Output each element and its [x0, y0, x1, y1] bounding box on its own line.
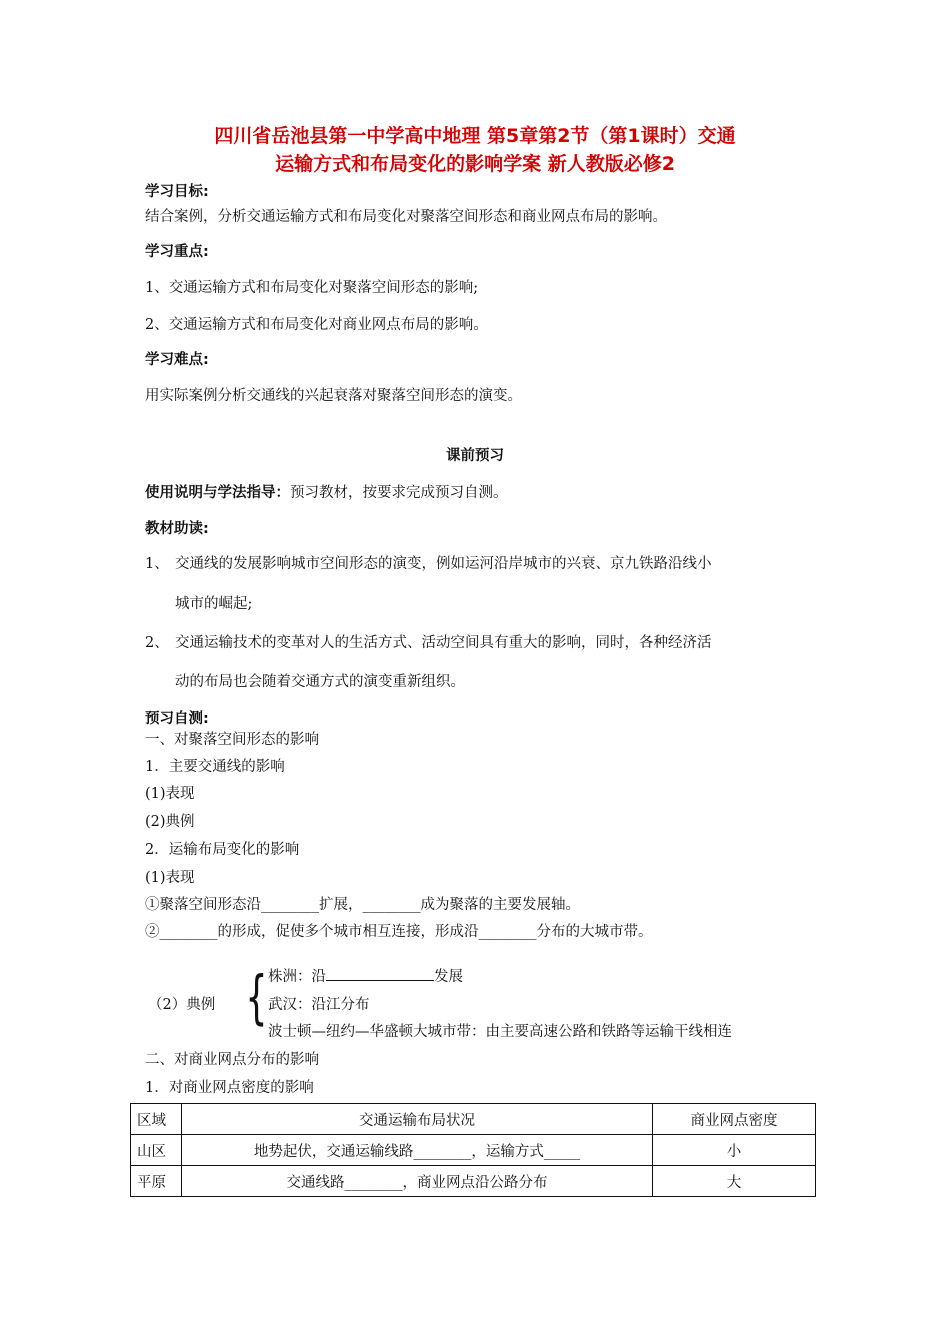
section2-heading: 二、对商业网点分布的影响 — [145, 1052, 319, 1068]
instructions-text: 预习教材，按要求完成预习自测。 — [290, 485, 508, 501]
self-test-line-6: (1)表现 — [145, 870, 195, 886]
self-test-heading: 预习自测: — [145, 711, 209, 727]
table-cell: 平原 — [131, 1166, 182, 1197]
table-row — [131, 1135, 816, 1166]
instructions-line — [145, 481, 508, 502]
preview-heading: 课前预习 — [446, 448, 504, 464]
instructions-label: 使用说明与学法指导： — [145, 485, 290, 501]
example-zhuzhou — [268, 965, 463, 986]
curly-brace-icon: { — [245, 963, 268, 1031]
textbook-heading: 教材助读: — [145, 521, 209, 537]
textbook-item-1-line-2: 城市的崛起; — [175, 596, 253, 612]
textbook-item-2-line-1: 交通运输技术的变革对人的生活方式、活动空间具有重大的影响，同时，各种经济活 — [175, 635, 712, 651]
table-header-cell: 商业网点密度 — [653, 1104, 816, 1135]
textbook-item-1-number: 1、 — [145, 556, 169, 572]
difficulty-heading: 学习难点: — [145, 352, 209, 368]
key-points-heading: 学习重点: — [145, 244, 209, 260]
difficulty-text: 用实际案例分析交通线的兴起衰落对聚落空间形态的演变。 — [145, 388, 522, 404]
commercial-density-table — [130, 1103, 816, 1197]
self-test-line-1: 一、对聚落空间形态的影响 — [145, 732, 319, 748]
table-header-row — [131, 1104, 816, 1135]
example-wuhan: 武汉：沿江分布 — [268, 997, 370, 1013]
table-cell: 交通线路________，商业网点沿公路分布 — [182, 1166, 653, 1197]
example-boston: 波士顿—纽约—华盛顿大城市带：由主要高速公路和铁路等运输干线相连 — [268, 1024, 732, 1040]
table-header-cell: 区域 — [131, 1104, 182, 1135]
table-row — [131, 1166, 816, 1197]
example-zhuzhou-suffix: 发展 — [434, 969, 463, 985]
textbook-item-2-number: 2、 — [145, 635, 169, 651]
objectives-heading: 学习目标: — [145, 184, 209, 200]
table-cell: 山区 — [131, 1135, 182, 1166]
example-zhuzhou-prefix: 株洲：沿 — [268, 969, 326, 985]
self-test-line-2: 1．主要交通线的影响 — [145, 759, 285, 775]
textbook-item-2-line-2: 动的布局也会随着交通方式的演变重新组织。 — [175, 674, 465, 690]
objectives-text: 结合案例，分析交通运输方式和布局变化对聚落空间形态和商业网点布局的影响。 — [145, 209, 667, 225]
table-cell: 小 — [653, 1135, 816, 1166]
table-cell: 大 — [653, 1166, 816, 1197]
textbook-item-1-line-1: 交通线的发展影响城市空间形态的演变，例如运河沿岸城市的兴衰、京九铁路沿线小 — [175, 556, 712, 572]
example-zhuzhou-blank — [326, 966, 434, 981]
self-test-line-7: ①聚落空间形态沿________扩展，________成为聚落的主要发展轴。 — [145, 897, 580, 913]
self-test-line-5: 2．运输布局变化的影响 — [145, 842, 300, 858]
self-test-line-3: (1)表现 — [145, 786, 195, 802]
document-title-line-2: 运输方式和布局变化的影响学案 新人教版必修2 — [275, 153, 675, 175]
examples-label: （2）典例 — [148, 997, 216, 1013]
self-test-line-8: ②________的形成，促使多个城市相互连接，形成沿________分布的大城市带。 — [145, 924, 653, 940]
key-point-1: 1、交通运输方式和布局变化对聚落空间形态的影响; — [145, 280, 479, 296]
key-point-2: 2、交通运输方式和布局变化对商业网点布局的影响。 — [145, 317, 488, 333]
table-cell: 地势起伏，交通运输线路________，运输方式_____ — [182, 1135, 653, 1166]
section2-subheading: 1．对商业网点密度的影响 — [145, 1080, 314, 1096]
table-header-cell: 交通运输布局状况 — [182, 1104, 653, 1135]
document-title-line-1: 四川省岳池县第一中学高中地理 第5章第2节（第1课时）交通 — [214, 125, 736, 147]
self-test-line-4: (2)典例 — [145, 814, 195, 830]
